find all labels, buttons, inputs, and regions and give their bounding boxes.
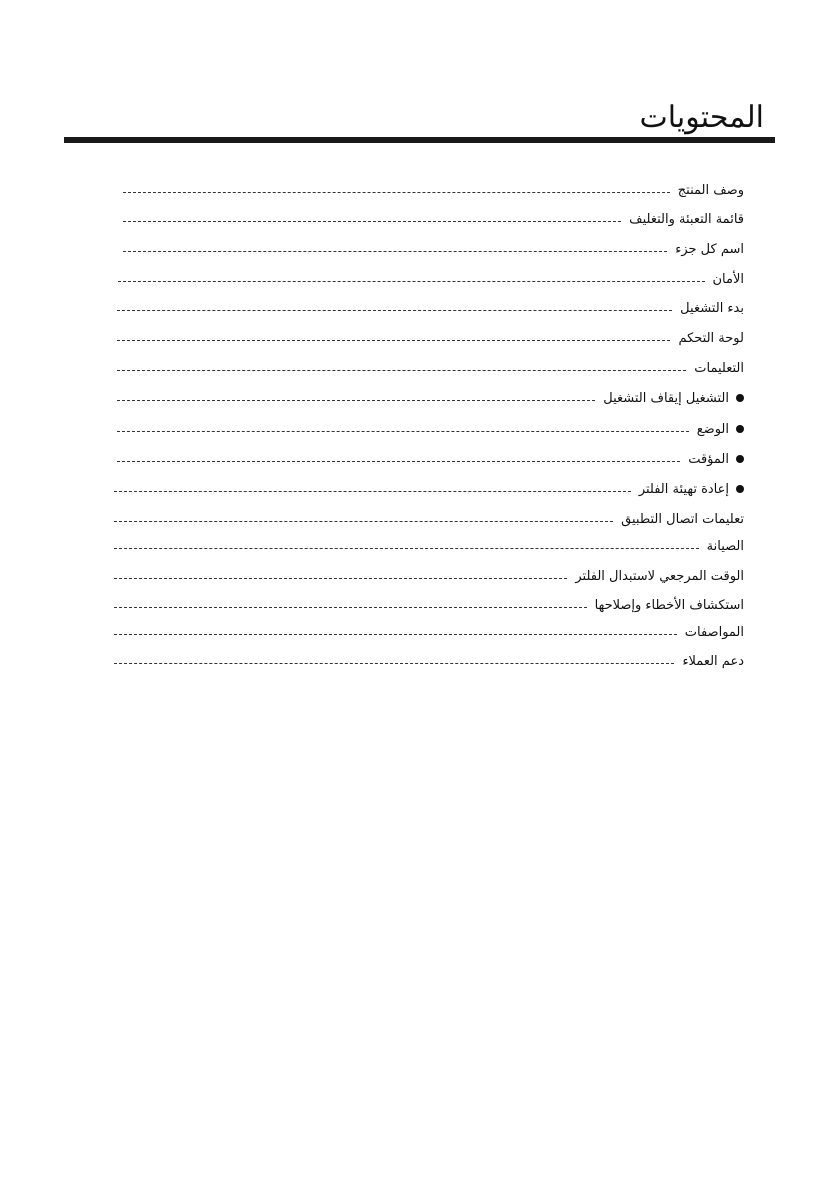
toc-entry[interactable] bbox=[113, 179, 744, 201]
toc-entry-label: الصيانة bbox=[706, 538, 744, 554]
dotted-leader bbox=[114, 607, 587, 608]
toc-entry-label: إعادة تهيئة الفلتر bbox=[638, 481, 729, 497]
dotted-leader bbox=[123, 192, 670, 193]
page-title: المحتويات bbox=[639, 100, 764, 135]
dotted-leader bbox=[117, 431, 689, 432]
bullet-icon bbox=[736, 455, 744, 463]
toc-entry-label: تعليمات اتصال التطبيق bbox=[621, 511, 744, 527]
dotted-leader bbox=[117, 461, 680, 462]
toc-entry[interactable] bbox=[113, 238, 744, 260]
toc-entry[interactable] bbox=[104, 621, 744, 643]
toc-entry[interactable] bbox=[107, 268, 744, 290]
toc-entry-label: بدء التشغيل bbox=[680, 300, 744, 316]
toc-entry-label: المؤقت bbox=[688, 451, 729, 467]
toc-entry[interactable] bbox=[107, 327, 744, 349]
toc-entry-label: المواصفات bbox=[684, 624, 744, 640]
dotted-leader bbox=[123, 221, 621, 222]
dotted-leader bbox=[117, 400, 595, 401]
dotted-leader bbox=[123, 251, 667, 252]
toc-entry-label: قائمة التعبئة والتغليف bbox=[629, 211, 744, 227]
toc-entry-label: دعم العملاء bbox=[682, 653, 744, 669]
toc-entry-label: وصف المنتج bbox=[677, 182, 744, 198]
toc-entry[interactable] bbox=[113, 208, 744, 230]
toc-entry[interactable] bbox=[104, 594, 744, 616]
toc-entry[interactable] bbox=[107, 448, 744, 470]
toc-entry[interactable] bbox=[104, 478, 744, 500]
dotted-leader bbox=[117, 310, 672, 311]
toc-entry[interactable] bbox=[104, 565, 744, 587]
toc-entry[interactable] bbox=[104, 535, 744, 557]
toc-entry-label: التعليمات bbox=[694, 360, 744, 376]
toc-entry[interactable] bbox=[107, 297, 744, 319]
dotted-leader bbox=[114, 578, 567, 579]
toc-entry[interactable] bbox=[107, 357, 744, 379]
toc-entry-label: الوقت المرجعي لاستبدال الفلتر bbox=[575, 568, 744, 584]
dotted-leader bbox=[114, 521, 613, 522]
dotted-leader bbox=[117, 340, 670, 341]
dotted-leader bbox=[117, 370, 686, 371]
toc-entry-label: اسم كل جزء bbox=[675, 241, 744, 257]
toc-entry-label: الوضع bbox=[696, 421, 729, 437]
bullet-icon bbox=[736, 485, 744, 493]
toc-entry[interactable] bbox=[104, 650, 744, 672]
bullet-icon bbox=[736, 425, 744, 433]
dotted-leader bbox=[114, 548, 699, 549]
bullet-icon bbox=[736, 394, 744, 402]
toc-entry-label: استكشاف الأخطاء وإصلاحها bbox=[594, 597, 744, 613]
toc-entry[interactable] bbox=[107, 387, 744, 409]
toc-entry[interactable] bbox=[107, 418, 744, 440]
toc-entry[interactable] bbox=[104, 508, 744, 530]
dotted-leader bbox=[114, 634, 677, 635]
dotted-leader bbox=[114, 491, 631, 492]
toc-entry-label: لوحة التحكم bbox=[678, 330, 744, 346]
toc-entry-label: التشغيل إيقاف التشغيل bbox=[603, 390, 729, 406]
dotted-leader bbox=[118, 281, 705, 282]
toc-entry-label: الأمان bbox=[712, 271, 744, 287]
dotted-leader bbox=[114, 663, 674, 664]
